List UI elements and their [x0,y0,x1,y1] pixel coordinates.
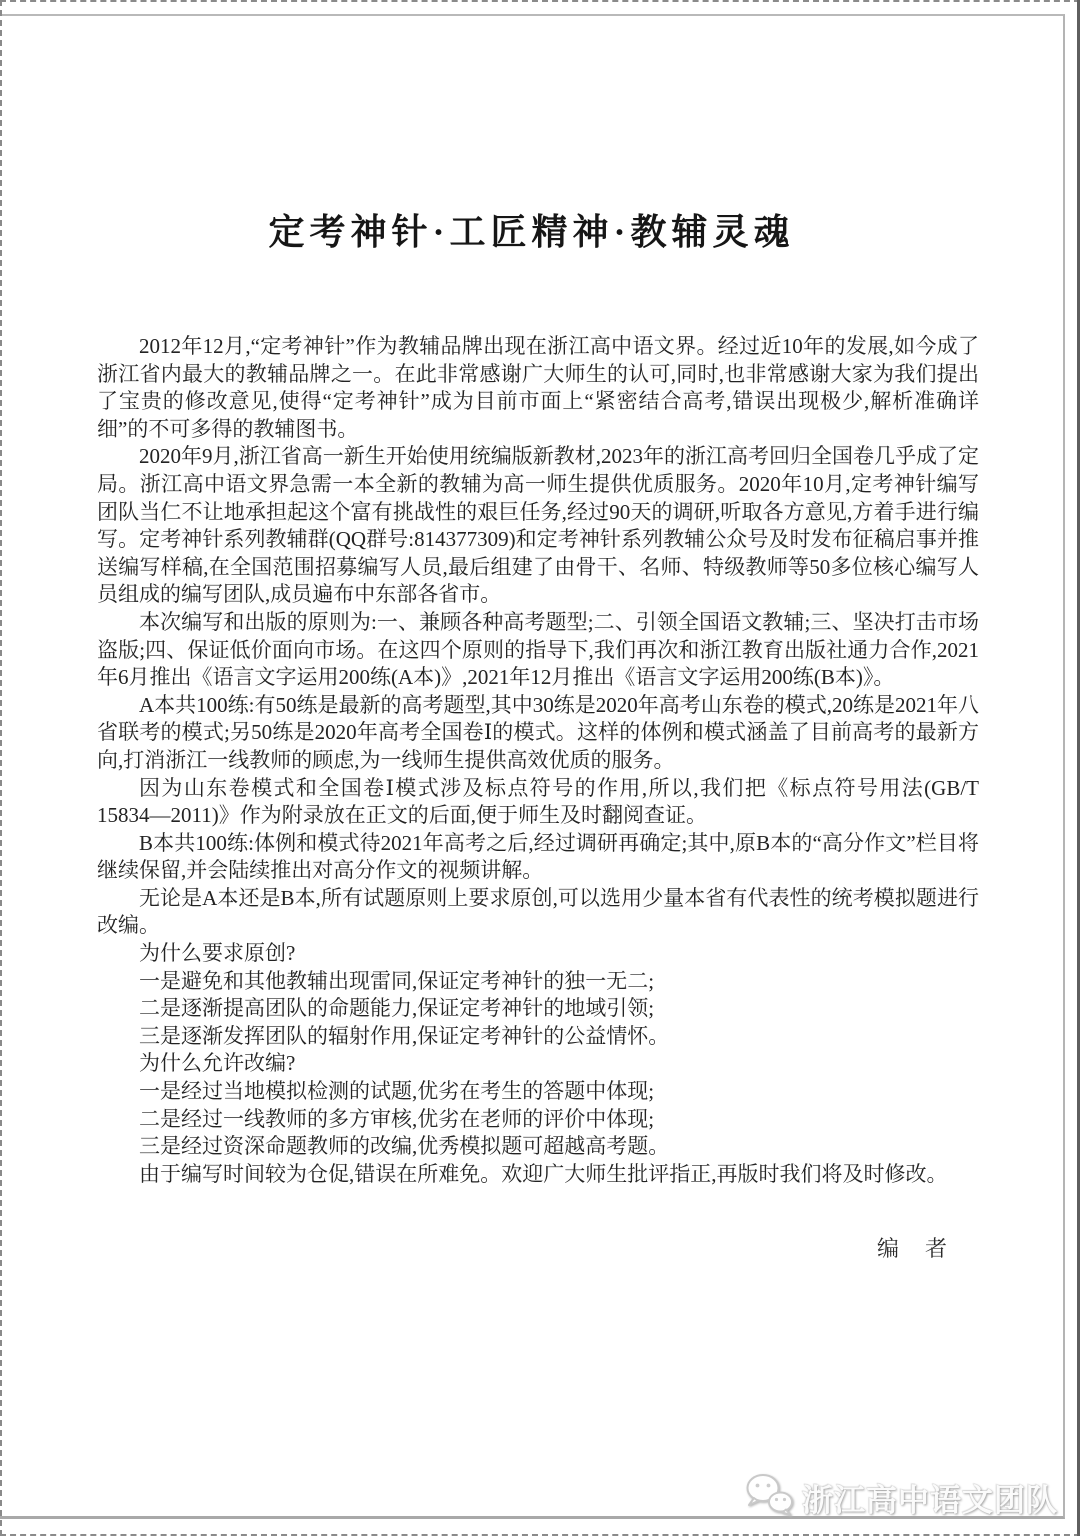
paragraph: 本次编写和出版的原则为:一、兼顾各种高考题型;二、引领全国语文教辅;三、坚决打击市场盗版;四、保证低价面向市场。在这四个原则的指导下,我们再次和浙江教育出版社通力合作,2021年6月推出《语言文字运用200练(A本)》,2021年12月推出《语言文字运用200练(B本)》。 [97,609,979,690]
paragraph: 为什么允许改编? [139,1051,296,1076]
paragraph: 因为山东卷模式和全国卷Ⅰ模式涉及标点符号的作用,所以,我们把《标点符号用法(GB/T 15834—2011)》作为附录放在正文的后面,便于师生及时翻阅查证。 [97,775,979,828]
paragraph: 一是避免和其他教辅出现雷同,保证定考神针的独一无二; [139,968,655,993]
preface-body [97,333,979,1188]
paragraph: 2020年9月,浙江省高一新生开始使用统编版新教材,2023年的浙江高考回归全国卷几乎成了定局。浙江高中语文界急需一本全新的教辅为高一师生提供优质服务。2020年10月,定考神针编写团队当仁不让地承担起这个富有挑战性的艰巨任务,经过90天的调研,听取各方意见,方着手进行编写。定考神针系列教辅群(QQ群号:814377309)和定考神针系列教辅公众号及时发布征稿启事并推送编写样稿,在全国范围招募编写人员,最后组建了由骨干、名师、特级教师等50多位核心编写人员组成的编写团队,成员遍布中东部各省市。 [97,444,979,607]
editor-signature: 编 者 [876,1236,949,1262]
paragraph: 二是逐渐提高团队的命题能力,保证定考神针的地域引领; [139,996,655,1021]
paragraph: 由于编写时间较为仓促,错误在所难免。欢迎广大师生批评指正,再版时我们将及时修改。 [139,1161,948,1186]
paragraph: 三是逐渐发挥团队的辐射作用,保证定考神针的公益情怀。 [139,1023,670,1048]
paragraph: 一是经过当地模拟检测的试题,优劣在考生的答题中体现; [139,1079,655,1104]
watermark [744,1471,1058,1524]
paragraph: 三是经过资深命题教师的改编,优秀模拟题可超越高考题。 [139,1134,670,1159]
paragraph: B本共100练:体例和模式待2021年高考之后,经过调研再确定;其中,原B本的“高分作文”栏目将继续保留,并会陆续推出对高分作文的视频讲解。 [97,830,979,883]
paragraph: 无论是A本还是B本,所有试题原则上要求原创,可以选用少量本省有代表性的统考模拟题进行改编。 [97,885,979,938]
scanned-page [0,14,1065,1519]
paragraph: A本共100练:有50练是最新的高考题型,其中30练是2020年高考山东卷的模式,20练是2021年八省联考的模式;另50练是2020年高考全国卷Ⅰ的模式。这样的体例和模式涵盖了目前高考的最新方向,打消浙江一线教师的顾虑,为一线师生提供高效优质的服务。 [97,692,979,772]
paragraph: 为什么要求原创? [139,941,296,966]
paragraph: 2012年12月,“定考神针”作为教辅品牌出现在浙江高中语文界。经过近10年的发展,如今成了浙江省内最大的教辅品牌之一。在此非常感谢广大师生的认可,同时,也非常感谢大家为我们提出了宝贵的修改意见,使得“定考神针”成为目前市面上“紧密结合高考,错误出现极少,解析准确详细”的不可多得的教辅图书。 [97,334,979,441]
watermark-label: 浙江高中语文团队 [802,1483,1058,1518]
paragraph: 二是经过一线教师的多方审核,优劣在老师的评价中体现; [139,1106,655,1131]
page-title: 定考神针·工匠精神·教辅灵魂 [268,212,795,252]
wechat-icon [744,1471,794,1524]
